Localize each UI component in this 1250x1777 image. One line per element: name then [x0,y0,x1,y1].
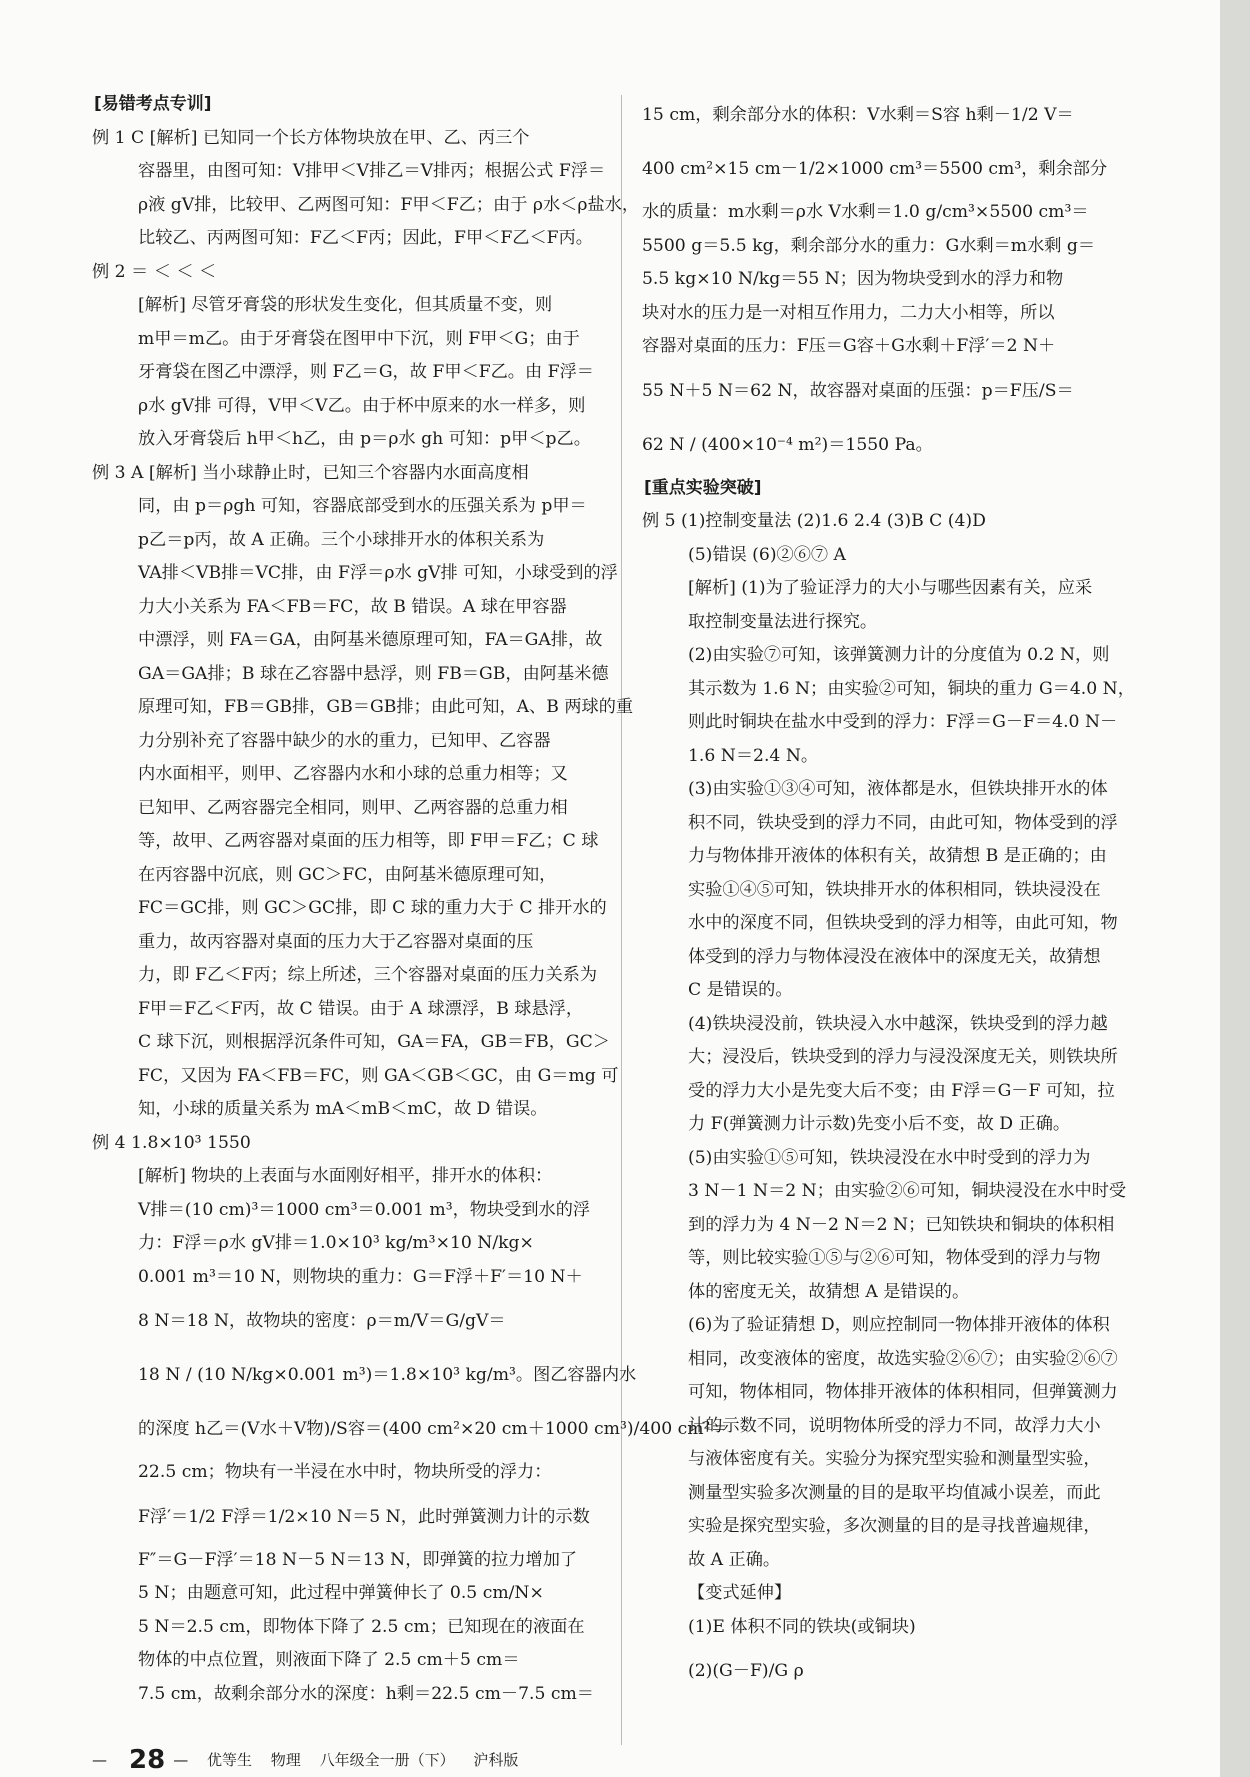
text-line: 实验是探究型实验，多次测量的目的是寻找普遍规律， [688,1516,1101,1536]
text-line: 力，即 F乙＜F丙；综上所述，三个容器对桌面的压力关系为 [138,965,598,985]
text-line: 的深度 h乙＝(V水＋V物)/S容＝(400 cm²×20 cm＋1000 cm³)/400 cm²＝ [138,1419,728,1439]
text-line: 容器里，由图可知：V排甲＜V排乙＝V排丙；根据公式 F浮＝ [138,161,606,181]
text-line: (6)为了验证猜想 D，则应控制同一物体排开液体的体积 [688,1315,1110,1335]
section-title-experiments: [重点实验突破] [644,477,762,498]
text-line: 知，小球的质量关系为 mA＜mB＜mC，故 D 错误。 [138,1099,548,1119]
text-line: [解析] 尽管牙膏袋的形状发生变化，但其质量不变，则 [138,295,553,315]
text-line: ρ水 gV排 可得，V甲＜V乙。由于杯中原来的水一样多，则 [138,395,586,416]
text-line: 放入牙膏袋后 h甲＜h乙，由 p＝ρ水 gh 可知：p甲＜p乙。 [138,429,591,449]
text-line: 1.6 N＝2.4 N。 [688,745,819,766]
text-line: 取控制变量法进行探究。 [688,611,878,632]
text-line: 大；浸没后，铁块受到的浮力与浸没深度无关，则铁块所 [688,1047,1118,1067]
text-line: 测量型实验多次测量的目的是取平均值减小误差，而此 [688,1482,1101,1503]
text-line: 400 cm²×15 cm－1/2×1000 cm³＝5500 cm³，剩余部分 [642,159,1108,179]
text-line: m甲＝m乙。由于牙膏袋在图甲中下沉，则 F甲＜G；由于 [138,328,580,349]
page-footer: — 28 — 优等生 物理 八年级全一册（下） 沪科版 [92,1745,519,1775]
text-line: V排＝(10 cm)³＝1000 cm³＝0.001 m³，物块受到水的浮 [138,1199,591,1220]
text-line: 力分别补充了容器中缺少的水的重力，已知甲、乙容器 [138,730,551,751]
text-line: 5.5 kg×10 N/kg＝55 N；因为物块受到水的浮力和物 [642,269,1064,289]
text-line: 实验①④⑤可知，铁块排开水的体积相同，铁块浸没在 [688,879,1101,900]
text-line: 体的密度无关，故猜想 A 是错误的。 [688,1281,970,1302]
text-line: [解析] 物块的上表面与水面刚好相平，排开水的体积： [138,1166,553,1186]
text-line: (2)由实验⑦可知，该弹簧测力计的分度值为 0.2 N，则 [688,645,1110,665]
text-line: 计的示数不同，说明物体所受的浮力不同，故浮力大小 [688,1415,1101,1436]
text-line: 在丙容器中沉底，则 GC＞FC，由阿基米德原理可知， [138,864,557,885]
text-line: 0.001 m³＝10 N，则物块的重力：G＝F浮＋F′＝10 N＋ [138,1266,583,1287]
page-binding-edge [1220,0,1250,1777]
text-line: 故 A 正确。 [688,1549,781,1570]
footer-book: 优等生 [206,1751,252,1769]
text-line: F甲＝F乙＜F丙，故 C 错误。由于 A 球漂浮，B 球悬浮， [138,998,584,1019]
text-line: (5)错误 (6)②⑥⑦ A [688,544,846,565]
text-line: 18 N / (10 N/kg×0.001 m³)＝1.8×10³ kg/m³。图乙容器内水 [138,1365,637,1385]
footer-grade: 八年级全一册（下） [319,1751,455,1769]
text-line: 等，故甲、乙两容器对桌面的压力相等，即 F甲＝F乙；C 球 [138,831,599,851]
text-line: 5 N；由题意可知，此过程中弹簧伸长了 0.5 cm/N× [138,1583,544,1603]
text-line: 例 3 A [解析] 当小球静止时，已知三个容器内水面高度相 [92,462,529,483]
text-line: F″＝G－F浮′＝18 N－5 N＝13 N，即弹簧的拉力增加了 [138,1549,578,1570]
text-line: 55 N＋5 N＝62 N，故容器对桌面的压强：p＝F压/S＝ [642,380,1074,401]
text-line: 例 5 (1)控制变量法 (2)1.6 2.4 (3)B C (4)D [642,511,986,531]
text-line: (4)铁块浸没前，铁块浸入水中越深，铁块受到的浮力越 [688,1013,1108,1034]
text-line: (2)(G－F)/G ρ [688,1661,804,1681]
column-divider [621,95,622,1745]
text-line: 5 N＝2.5 cm，即物体下降了 2.5 cm；已知现在的液面在 [138,1616,585,1637]
text-line: 例 4 1.8×10³ 1550 [92,1132,251,1153]
text-line: F浮′＝1/2 F浮＝1/2×10 N＝5 N，此时弹簧测力计的示数 [138,1506,590,1527]
text-line: FC＝GC排，则 GC＞GC排，即 C 球的重力大于 C 排开水的 [138,898,607,918]
text-line: 等，则比较实验①⑤与②⑥可知，物体受到的浮力与物 [688,1248,1101,1268]
text-line: 水中的深度不同，但铁块受到的浮力相等，由此可知，物 [688,913,1118,933]
text-line: GA＝GA排；B 球在乙容器中悬浮，则 FB＝GB，由阿基米德 [138,663,609,684]
text-line: 与液体密度有关。实验分为探究型实验和测量型实验， [688,1449,1101,1469]
text-line: 7.5 cm，故剩余部分水的深度：h剩＝22.5 cm－7.5 cm＝ [138,1683,594,1704]
text-line: 例 2 ＝ ＜ ＜ ＜ [92,261,217,282]
text-line: 同，由 p＝ρgh 可知，容器底部受到水的压强关系为 p甲＝ [138,496,587,516]
text-line: 【变式延伸】 [688,1583,792,1603]
text-line: C 球下沉，则根据浮沉条件可知，GA＝FA，GB＝FB，GC＞ [138,1032,610,1052]
text-line: C 是错误的。 [688,980,793,1000]
text-line: FC，又因为 FA＜FB＝FC，则 GA＜GB＜GC，由 G＝mg 可 [138,1065,619,1086]
text-line: 中漂浮，则 FA＝GA，由阿基米德原理可知，FA＝GA排，故 [138,630,603,650]
text-line: 牙膏袋在图乙中漂浮，则 F乙＝G，故 F甲＜F乙。由 F浮＝ [138,362,594,382]
page-number: 28 [129,1745,166,1775]
text-line: 力大小关系为 FA＜FB＝FC，故 B 错误。A 球在甲容器 [138,596,567,617]
text-line: 重力，故丙容器对桌面的压力大于乙容器对桌面的压 [138,931,534,952]
text-line: 其示数为 1.6 N；由实验②可知，铜块的重力 G＝4.0 N， [688,678,1135,699]
text-line: [解析] (1)为了验证浮力的大小与哪些因素有关，应采 [688,578,1093,598]
text-line: 原理可知，FB＝GB排，GB＝GB排；由此可知，A、B 两球的重 [138,697,634,717]
text-line: 15 cm，剩余部分水的体积：V水剩＝S容 h剩－1/2 V＝ [642,105,1074,125]
text-line: 力 F(弹簧测力计示数)先变小后不变，故 D 正确。 [688,1114,1071,1134]
text-line: 例 1 C [解析] 已知同一个长方体物块放在甲、乙、丙三个 [92,127,530,148]
text-line: 22.5 cm；物块有一半浸在水中时，物块所受的浮力： [138,1462,552,1482]
text-line: 体受到的浮力与物体浸没在液体中的深度无关，故猜想 [688,946,1101,967]
right-column-text-bottom [642,505,1154,1698]
text-line: 62 N / (400×10⁻⁴ m²)＝1550 Pa。 [642,434,933,455]
text-line: 8 N＝18 N，故物块的密度：ρ＝m/V＝G/gV＝ [138,1311,506,1331]
text-line: 力与物体排开液体的体积有关，故猜想 B 是正确的；由 [688,846,1107,866]
right-column-text-top [642,88,1154,472]
text-line: 比较乙、丙两图可知：F乙＜F丙；因此，F甲＜F乙＜F丙。 [138,228,593,248]
text-line: 物体的中点位置，则液面下降了 2.5 cm＋5 cm＝ [138,1650,520,1670]
text-line: 积不同，铁块受到的浮力不同，由此可知，物体受到的浮 [688,812,1118,833]
text-line: 水的质量：m水剩＝ρ水 V水剩＝1.0 g/cm³×5500 cm³＝ [642,202,1089,222]
text-line: 受的浮力大小是先变大后不变；由 F浮＝G－F 可知，拉 [688,1080,1115,1101]
text-line: (5)由实验①⑤可知，铁块浸没在水中时受到的浮力为 [688,1147,1091,1168]
text-line: 相同，改变液体的密度，故选实验②⑥⑦；由实验②⑥⑦ [688,1348,1118,1369]
text-line: p乙＝p丙，故 A 正确。三个小球排开水的体积关系为 [138,529,545,550]
text-line: 可知，物体相同，物体排开液体的体积相同，但弹簧测力 [688,1382,1118,1402]
text-line: 则此时铜块在盐水中受到的浮力：F浮＝G－F＝4.0 N－ [688,712,1118,732]
right-column [642,88,1154,1698]
text-line: 块对水的压力是一对相互作用力，二力大小相等，所以 [642,302,1055,323]
text-line: (1)E 体积不同的铁块(或铜块) [688,1616,916,1637]
text-line: 已知甲、乙两容器完全相同，则甲、乙两容器的总重力相 [138,797,568,818]
text-line: 到的浮力为 4 N－2 N＝2 N；已知铁块和铜块的体积相 [688,1214,1115,1235]
text-line: 容器对桌面的压力：F压＝G容＋G水剩＋F浮′＝2 N＋ [642,336,1056,356]
footer-edition: 沪科版 [473,1751,519,1769]
text-line: (3)由实验①③④可知，液体都是水，但铁块排开水的体 [688,779,1108,799]
footer-subject: 物理 [270,1751,301,1769]
text-line: 力：F浮＝ρ水 gV排＝1.0×10³ kg/m³×10 N/kg× [138,1233,534,1253]
text-line: ρ液 gV排，比较甲、乙两图可知：F甲＜F乙；由于 ρ水＜ρ盐水， [138,194,640,215]
text-line: 5500 g＝5.5 kg，剩余部分水的重力：G水剩＝m水剩 g＝ [642,235,1096,256]
text-line: VA排＜VB排＝VC排，由 F浮＝ρ水 gV排 可知，小球受到的浮 [138,563,618,583]
text-line: 3 N－1 N＝2 N；由实验②⑥可知，铜块浸没在水中时受 [688,1181,1127,1201]
text-line: 内水面相平，则甲、乙容器内水和小球的总重力相等；又 [138,764,568,784]
section-title-error-prone: [易错考点专训] [94,94,212,114]
